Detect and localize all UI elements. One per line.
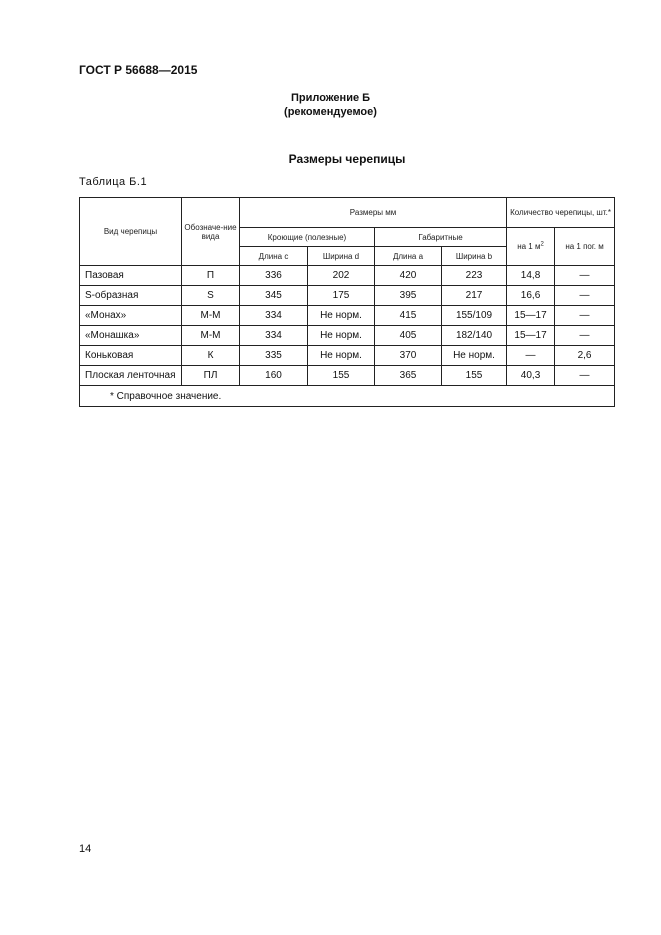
header-row-1: [80, 198, 615, 228]
cell-name: Коньковая: [80, 346, 182, 366]
cell-code: М-М: [182, 306, 240, 326]
cell-d: Не норм.: [308, 346, 375, 366]
cell-d: 175: [308, 286, 375, 306]
table-label: Таблица Б.1: [79, 176, 148, 188]
cell-m2: 15—17: [507, 326, 555, 346]
cell-a: 405: [375, 326, 442, 346]
header-width-b: Ширина b: [442, 247, 507, 266]
cell-lm: 2,6: [555, 346, 615, 366]
cell-lm: —: [555, 286, 615, 306]
cell-name: S-образная: [80, 286, 182, 306]
table-row: [80, 346, 615, 366]
appendix-title: Приложение Б: [290, 92, 371, 104]
tile-dimensions-table-wrapper: [79, 197, 614, 407]
cell-b: Не норм.: [442, 346, 507, 366]
cell-b: 217: [442, 286, 507, 306]
header-dimensions: Размеры мм: [240, 198, 507, 228]
cell-code: П: [182, 266, 240, 286]
cell-d: Не норм.: [308, 306, 375, 326]
cell-d: 155: [308, 366, 375, 386]
cell-m2: 15—17: [507, 306, 555, 326]
header-width-d: Ширина d: [308, 247, 375, 266]
cell-lm: —: [555, 366, 615, 386]
table-row: [80, 266, 615, 286]
cell-m2: 40,3: [507, 366, 555, 386]
header-designation: Обозначе-ние вида: [182, 198, 240, 266]
tile-dimensions-table: [79, 197, 615, 407]
table-row: [80, 366, 615, 386]
document-code: ГОСТ Р 56688—2015: [79, 63, 198, 77]
cell-name: Пазовая: [80, 266, 182, 286]
header-per-m2-text: на 1 м: [517, 242, 541, 251]
cell-b: 182/140: [442, 326, 507, 346]
cell-code: М-М: [182, 326, 240, 346]
appendix-heading: [0, 91, 661, 119]
table-row: [80, 326, 615, 346]
header-per-lm: на 1 пог. м: [555, 228, 615, 266]
cell-c: 345: [240, 286, 308, 306]
cell-name: Плоская ленточная: [80, 366, 182, 386]
cell-code: ПЛ: [182, 366, 240, 386]
cell-c: 334: [240, 306, 308, 326]
cell-lm: —: [555, 306, 615, 326]
appendix-subtitle: (рекомендуемое): [284, 106, 377, 118]
header-overall: Габаритные: [375, 228, 507, 247]
cell-c: 160: [240, 366, 308, 386]
header-length-c: Длина c: [240, 247, 308, 266]
cell-name: «Монах»: [80, 306, 182, 326]
header-per-m2-sup: 2: [540, 241, 544, 248]
cell-a: 370: [375, 346, 442, 366]
cell-c: 335: [240, 346, 308, 366]
table-row: [80, 286, 615, 306]
cell-a: 415: [375, 306, 442, 326]
header-quantity: Количество черепицы, шт.*: [507, 198, 615, 228]
cell-a: 395: [375, 286, 442, 306]
cell-c: 336: [240, 266, 308, 286]
cell-b: 155: [442, 366, 507, 386]
cell-m2: 14,8: [507, 266, 555, 286]
footnote: * Справочное значение.: [80, 386, 615, 407]
header-length-a: Длина a: [375, 247, 442, 266]
cell-d: 202: [308, 266, 375, 286]
header-covering: Кроющие (полезные): [240, 228, 375, 247]
cell-c: 334: [240, 326, 308, 346]
header-type: Вид черепицы: [80, 198, 182, 266]
page-number: 14: [79, 843, 92, 855]
cell-m2: —: [507, 346, 555, 366]
cell-b: 155/109: [442, 306, 507, 326]
cell-d: Не норм.: [308, 326, 375, 346]
cell-a: 420: [375, 266, 442, 286]
cell-b: 223: [442, 266, 507, 286]
footnote-row: [80, 386, 615, 407]
cell-code: К: [182, 346, 240, 366]
cell-a: 365: [375, 366, 442, 386]
table-row: [80, 306, 615, 326]
cell-name: «Монашка»: [80, 326, 182, 346]
document-title: Размеры черепицы: [288, 152, 406, 166]
cell-lm: —: [555, 266, 615, 286]
cell-code: S: [182, 286, 240, 306]
cell-m2: 16,6: [507, 286, 555, 306]
cell-lm: —: [555, 326, 615, 346]
header-per-m2: [507, 228, 555, 266]
